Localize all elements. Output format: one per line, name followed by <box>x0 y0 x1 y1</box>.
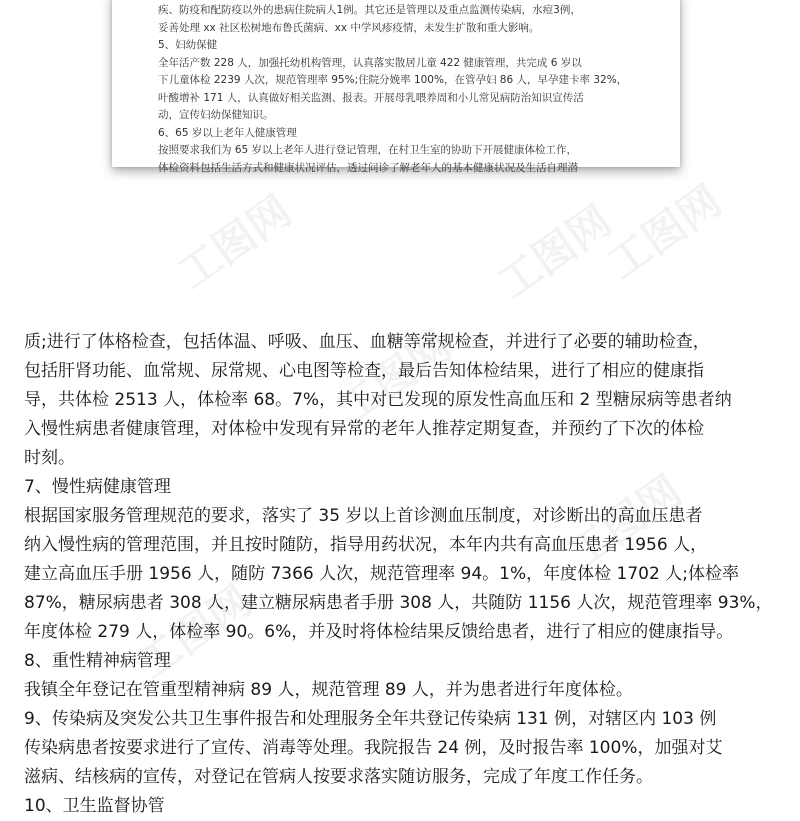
section-heading: 10、卫生监督协管 <box>24 796 165 816</box>
body-line: 建立高血压手册 1956 人，随防 7366 人次，规范管理率 94。1%，年度体检 1702 人;体检率 <box>24 564 739 584</box>
body-line: 年度体检 279 人，体检率 90。6%，并及时将体检结果反馈给患者，进行了相应的健康指导。 <box>24 622 734 642</box>
document-page-preview <box>112 0 680 174</box>
watermark: 工图网 <box>328 320 461 434</box>
watermark: 工图网 <box>128 575 261 689</box>
body-line: 根据国家服务管理规范的要求，落实了 35 岁以上首诊测血压制度，对诊断出的高血压患者 <box>24 506 703 526</box>
body-line: 包括肝肾功能、血常规、尿常规、心电图等检查，最后告知体检结果，进行了相应的健康指 <box>24 361 704 381</box>
preview-line: 疾、防疫和配防疫以外的患病住院病人1例。其它还是管理以及重点监测传染病，水痘3例， <box>158 4 581 16</box>
body-line: 传染病患者按要求进行了宣传、消毒等处理。我院报告 24 例，及时报告率 100%，加强对艾 <box>24 738 723 758</box>
body-line: 时刻。 <box>24 448 75 468</box>
preview-line: 妥善处理 xx 社区松树地布鲁氏菌病、xx 中学风疹疫情，未发生扩散和重大影响。 <box>158 21 540 34</box>
body-line: 滋病、结核病的宣传，对登记在管病人按要求落实随访服务，完成了年度工作任务。 <box>24 767 653 787</box>
body-line: 导，共体检 2513 人，体检率 68。7%，其中对已发现的原发性高血压和 2 型糖尿病等患者纳 <box>24 390 732 410</box>
watermark: 工图网 <box>168 185 301 299</box>
preview-line: 叶酸增补 171 人，认真做好相关监测、报表。开展母乳喂养周和小儿常见病防治知识宣传活 <box>158 91 584 104</box>
preview-line: 5、妇幼保健 <box>158 39 218 51</box>
document-body <box>24 328 784 821</box>
preview-line: 6、65 岁以上老年人健康管理 <box>158 126 297 139</box>
preview-line: 全年活产数 228 人，加强托幼机构管理，认真落实散居儿童 422 健康管理，共完成 6 岁以 <box>158 56 582 69</box>
preview-text <box>158 2 658 177</box>
preview-line: 动，宣传妇幼保健知识。 <box>158 109 274 121</box>
section-heading: 7、慢性病健康管理 <box>24 477 171 497</box>
body-line: 质;进行了体格检查，包括体温、呼吸、血压、血糖等常规检查，并进行了必要的辅助检查， <box>24 332 710 352</box>
body-line: 纳入慢性病的管理范围，并且按时随防，指导用药状况，本年内共有高血压患者 1956 人， <box>24 535 708 555</box>
watermark: 工图网 <box>558 465 691 579</box>
watermark: 工图网 <box>488 195 621 309</box>
preview-line: 体检资料包括生活方式和健康状况评估，透过问诊了解老年人的基本健康状况及生活自理潜 <box>158 161 578 174</box>
section-heading: 8、重性精神病管理 <box>24 651 171 671</box>
body-line: 9、传染病及突发公共卫生事件报告和处理服务全年共登记传染病 131 例，对辖区内 103 例 <box>24 709 717 729</box>
watermark: 工图网 <box>598 175 731 289</box>
body-line: 入慢性病患者健康管理，对体检中发现有异常的老年人推荐定期复查，并预约了下次的体检 <box>24 419 704 439</box>
body-line: 87%，糖尿病患者 308 人，建立糖尿病患者手册 308 人，共随防 1156 人次，规范管理率 93%， <box>24 593 773 613</box>
preview-line: 下儿童体检 2239 人次，规范管理率 95%;住院分娩率 100%，在管孕妇 86 人，早孕建卡率 32%， <box>158 74 628 86</box>
body-line: 我镇全年登记在管重型精神病 89 人，规范管理 89 人，并为患者进行年度体检。 <box>24 680 633 700</box>
preview-line: 按照要求我们为 65 岁以上老年人进行登记管理，在村卫生室的协助下开展健康体检工作， <box>158 144 578 156</box>
